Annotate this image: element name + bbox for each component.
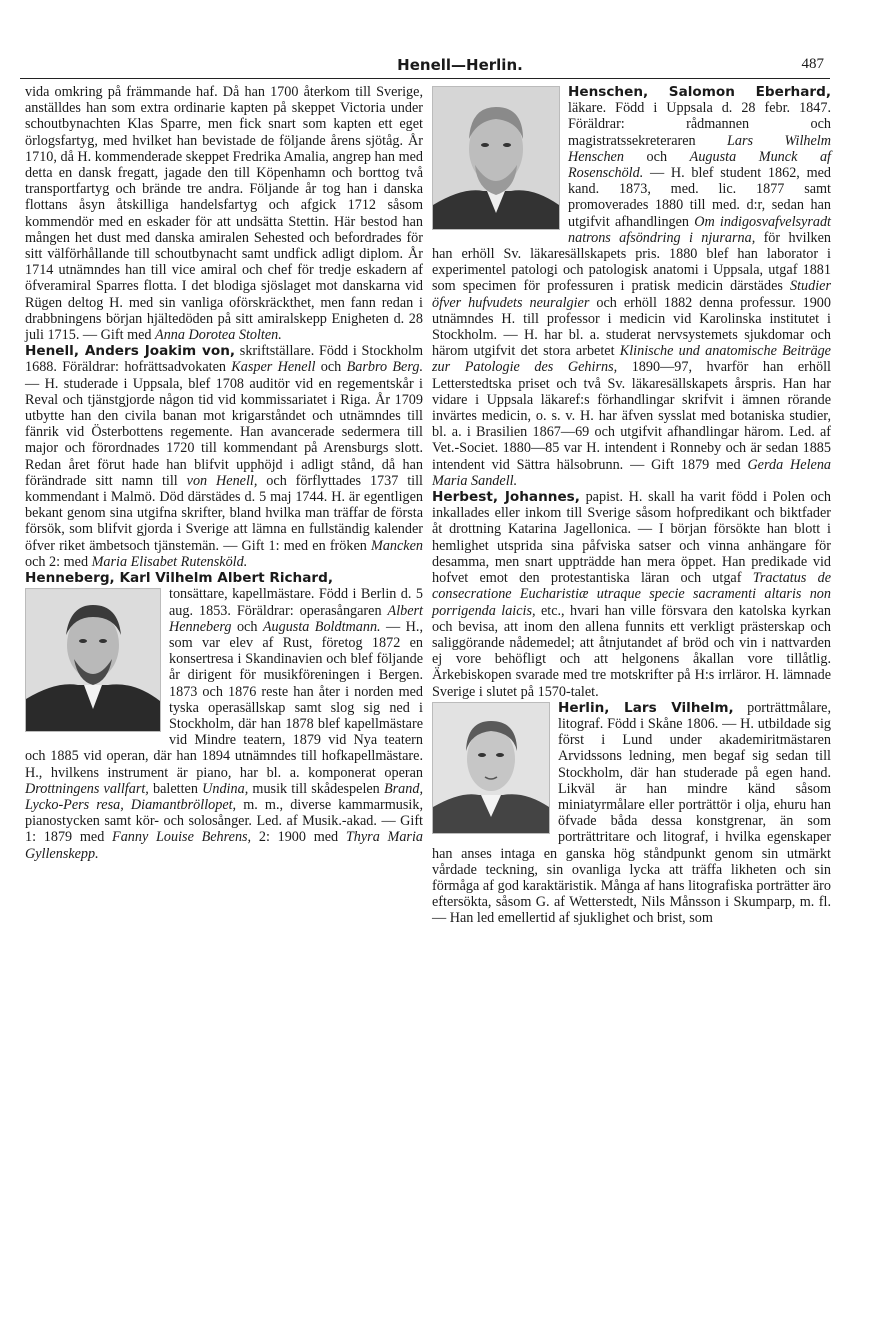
portrait-herlin [432, 702, 550, 834]
portrait-henschen [432, 86, 560, 230]
entry-head-henneberg: Henneberg, Karl Vilhelm Albert Richard, [25, 570, 334, 587]
header-rule [20, 78, 830, 79]
running-head: Henell—Herlin. [397, 56, 523, 74]
entry-head-herlin: Herlin, Lars Vilhelm, [558, 699, 734, 716]
left-column [25, 84, 423, 862]
portrait-henneberg [25, 588, 161, 732]
entry-henell: Henell, Anders Joakim von, skriftställare. Född i Stockholm 1688. Föräldrar: hofrättsadvokaten Kasper Henell och Barbro Berg. — H. studerade i Uppsala, blef 1708 auditör vid en regementskår i Reval och tjänstgjorde någon tid vid kommissariatet i Riga. År 1709 utbytte han den civila banan mot krigarståndet och utnämndes till fänrik vid Österbottens regemente. Han avancerade sedermera till major och förordnades 1720 till kommendant på Arensburgs slott. Redan året förut hade han blifvit upphöjd i adligt stånd, då han förändrade sitt namn till von Henell, och förflyttades 1737 till kommendant i Malmö. Död därstädes d. 5 maj 1744. H. är egentligen bekant genom sina utgifna skrifter, bland hvilka man träffar de första försök, som blifvit gjorda i Sverige att lämna en fullständig kalender öfver riket ämbetsoch tjänstemän. — Gift 1: med en fröken Mancken och 2: med Maria Elisabet Rutensköld. [25, 343, 423, 570]
entry-head-henell: Henell, Anders Joakim von, [25, 343, 236, 360]
entry-henschen: Henschen, Salomon Eberhard, läkare. Född i Uppsala d. 28 febr. 1847. Föräldrar: rådmannen och magistratssekreteraren Lars Wilhelm Henschen och Augusta Munck af Rosenschöld. — H. blef student 1862, med kand. 1873, med. lic. 1877 samt promoverades 1880 till med. d:r, sedan han utgifvit afhandlingen Om indigosvafvelsyradt natrons afsöndring i njurarna, för hvilken han erhöll Sv. läkaresällskapets pris. 1880 blef han laborator i experimentel patologi och patologisk anatomi i Uppsala, utgaf 1881 som specimen för professuren i pratisk medicin därstädes Studier öfver hufvudets neuralgier och erhöll 1882 denna professur. 1900 utnämndes H. till professor i medicin vid Karolinska institutet i Stockholm. — H. har bl. a. studerat nervsystemets sjukdomar och härom utgifvit det stora arbetet Klinische und anatomische Beiträge zur Patologie des Gehirns, 1890—97, hvarför han erhöll Letterstedtska priset och två Sv. läkaresällskapets årspris. Han har vidare i Uppsala läkaref:s förhandlingar skrifvit i ämnen rörande invärtes medicin, o. s. v. H. har äfven sysslat med botaniska studier, bl. a. i Brasilien 1867—69 och utgifvit afhandlingar härom. Led. af Vet.-Societ. 1880—85 var H. intendent i Ronneby och är sedan 1885 intendent vid Sättra hälsobrunn. — Gift 1879 med Gerda Helena Maria Sandell. [432, 84, 832, 489]
entry-continuation: vida omkring på främmande haf. Då han 1700 återkom till Sverige, anställdes han som extra ordinarie kapten på skeppet Victoria under schoutbynachten Klas Sparre, men fick snart som kapten ett eget örlogsfartyg, med hvilket han bevistade de följande årens sjötåg. År 1710, då H. kommenderade skeppet Fredrika Amalia, angrep han med detta en dansk fregatt, jagade den till Köpenhamn och borttog två transportfartyg och brände tre andra. Följande år tog han i danska flottans åsyn åtskilliga handelsfartyg och afgick 1712 såsom kommendör med en eskader för att undsätta Stettin. Här bestod han mången het dust med danska amiralen Sehested och befordrades för sitt välförhållande till schoutbynacht samt undfick adligt diplom. År 1714 utnämndes han till vice amiral och chef för tredje eskadern af öfveramiral Sparres flotta. I det blodiga sjöslaget mot danskarna vid Rügen deltog H. med sin vanliga oförskräckthet, men fann redan i drabbningens början hjältedöden på sitt amiralskepp Enigheten d. 28 juli 1715. — Gift med Anna Dorotea Stolten. [25, 84, 423, 344]
entry-herbest: Herbest, Johannes, papist. H. skall ha varit född i Polen och inkallades eller inkom till Sverige såsom hofpredikant och biktfader åt drottning Katarina Jagellonica. — I början försökte han blott i hemlighet utsprida sina påfviska satser och vinna anhängare för desamma, men snart uppträdde han mera öppet. Han predikade vid hofvet emot den protestantiska läran och utgaf Tractatus de consecratione Eucharistiæ utraque specie sacramenti altaris non porrigenda laicis, etc., hvari han ville försvara den katolska kyrkan och bevisa, att inom den allena funnits ett verkligt prästerskap och saliggörande nådemedel; att åtnjutandet af bröd och vin i nattvarden ej vore behöfligt och att helgonens åkallan vore tillåtlig. Ärkebiskopen svarade med tre motskrifter på H:s irrläror. H. lämnade Sverige i slutet på 1570-talet. [432, 489, 831, 700]
entry-head-herbest: Herbest, Johannes, [432, 489, 580, 506]
page-number: 487 [801, 56, 824, 72]
entry-head-henschen: Henschen, Salomon Eberhard, [568, 84, 831, 100]
entry-herlin: Herlin, Lars Vilhelm, porträttmålare, litograf. Född i Skåne 1806. — H. utbildade sig först i Lund under akademiritmästaren Arvidssons ledning, men begaf sig sedan till Stockholm, där han studerade på egen hand. Likväl är han mindre känd såsom miniatyrmålare eller porträttör i olja, ehuru han öfvade båda dessa konstgrenar, än som porträttritare och litograf, i hvilka egenskaper han anses intaga en ganska hög ståndpunkt genom sin utmärkt vårdade teckning, sin ovanliga lycka att träffa likheten och sin förmåga af god karaktäristik. Många af hans litografiska porträtter äro eftersökta, såsom G. af Wetterstedt, Nils Månsson i Skumparp, m. fl. — Han led emellertid af sjuklighet och brist, som [432, 699, 832, 927]
right-column [432, 84, 831, 927]
entry-henneberg: Henneberg, Karl Vilhelm Albert Richard, tonsättare, kapellmästare. Född i Berlin d. 5 aug. 1853. Föräldrar: operasångaren Albert Henneberg och Augusta Boldtmann. — H., som var elev af Rust, företog 1872 en konsertresa i Skandinavien och blef följande år dirigent för musikföreningen i Bergen. 1873 och 1876 reste han åter i norden med tyska operasällskap samt slog sig ned i Stockholm, där han 1878 blef kapellmästare vid Mindre teatern, 1879 vid Nya teatern och 1885 vid operan, där han 1894 utnämndes till hofkapellmästare. H., hvilkens instrument är piano, har bl. a. komponerat operan Drottningens vallfart, baletten Undina, musik till skådespelen Brand, Lycko-Pers resa, Diamantbröllopet, m. m., diverse kammarmusik, pianostycken samt kör- och solosånger. Led. af Musik.-akad. — Gift 1: 1879 med Fanny Louise Behrens, 2: 1900 med Thyra Maria Gyllenskepp. [25, 570, 423, 862]
